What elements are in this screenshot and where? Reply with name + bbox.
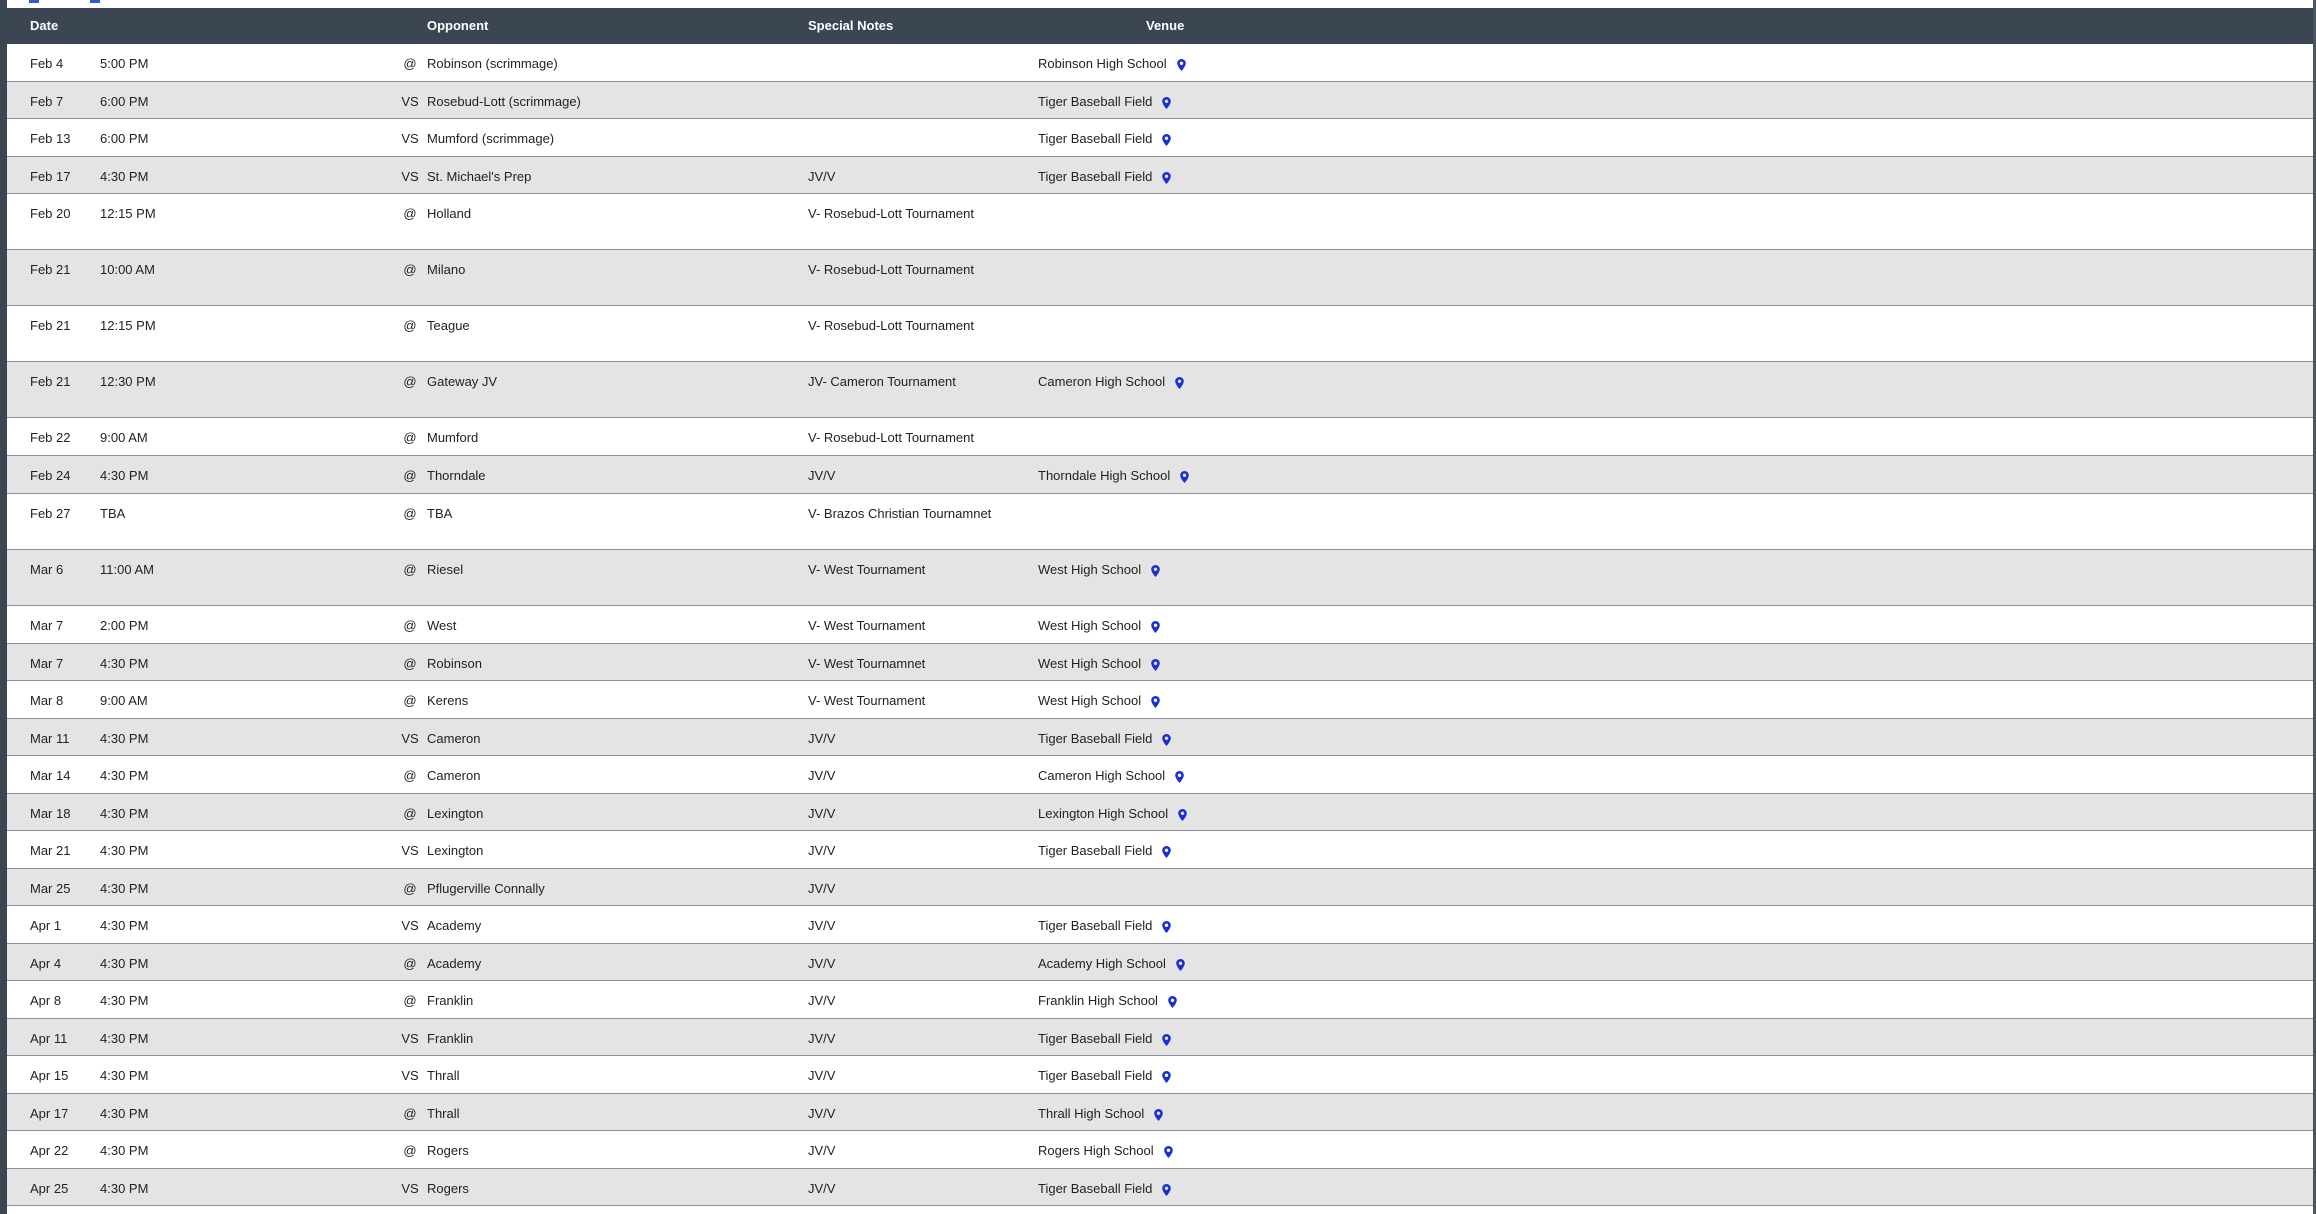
home-away-indicator: VS: [401, 731, 419, 746]
opponent-name: Rogers: [427, 1181, 469, 1196]
venue-link[interactable]: [1038, 93, 1171, 111]
home-away-indicator: @: [403, 1106, 417, 1121]
venue-name: Robinson High School: [1038, 56, 1167, 71]
table-row: [7, 82, 2313, 119]
game-time: 4:30 PM: [100, 1106, 149, 1121]
table-row: [7, 550, 2313, 606]
map-pin-icon[interactable]: [1178, 809, 1187, 821]
game-date: Feb 13: [30, 131, 71, 146]
game-date: Mar 14: [30, 768, 71, 783]
game-date: Mar 11: [30, 731, 70, 746]
opponent-name: Cameron: [427, 768, 481, 783]
game-date: Feb 24: [30, 468, 71, 483]
game-time: 6:00 PM: [100, 94, 149, 109]
venue-link[interactable]: [1038, 730, 1171, 748]
game-time: 11:00 AM: [100, 562, 154, 577]
game-date: Mar 7: [30, 656, 64, 671]
opponent-name: Cameron: [427, 731, 481, 746]
venue-name: Franklin High School: [1038, 993, 1158, 1008]
game-time: 4:30 PM: [100, 768, 149, 783]
venue-link[interactable]: [1038, 767, 1184, 785]
game-time: 9:00 AM: [100, 430, 148, 445]
venue-name: West High School: [1038, 693, 1142, 708]
special-notes: JV/V: [808, 806, 836, 821]
venue-name: Tiger Baseball Field: [1038, 131, 1153, 146]
game-time: 4:30 PM: [100, 468, 149, 483]
special-notes: JV/V: [808, 843, 836, 858]
game-date: Mar 8: [30, 693, 64, 708]
venue-name: Tiger Baseball Field: [1038, 1181, 1153, 1196]
table-row: [7, 1169, 2313, 1206]
table-row: [7, 906, 2313, 944]
game-time: 4:30 PM: [100, 731, 149, 746]
map-pin-icon[interactable]: [1162, 846, 1171, 858]
map-pin-icon[interactable]: [1177, 59, 1186, 71]
map-pin-icon[interactable]: [1162, 1071, 1171, 1083]
home-away-indicator: @: [403, 506, 417, 521]
home-away-indicator: VS: [401, 843, 419, 858]
header-date: Date: [30, 18, 59, 33]
home-away-indicator: @: [403, 768, 417, 783]
opponent-name: Rosebud-Lott (scrimmage): [427, 94, 581, 109]
venue-link[interactable]: [1038, 917, 1171, 935]
game-time: 4:30 PM: [100, 1143, 149, 1158]
home-away-indicator: @: [403, 806, 417, 821]
home-away-indicator: @: [403, 318, 417, 333]
opponent-name: West: [427, 618, 457, 633]
game-time: 4:30 PM: [100, 881, 149, 896]
home-away-indicator: @: [403, 374, 417, 389]
game-date: Feb 20: [30, 206, 71, 221]
table-row: [7, 831, 2313, 869]
game-time: TBA: [100, 506, 126, 521]
venue-link[interactable]: [1038, 1030, 1171, 1048]
home-away-indicator: @: [403, 956, 417, 971]
map-pin-icon[interactable]: [1175, 771, 1184, 783]
map-pin-icon[interactable]: [1180, 471, 1189, 483]
venue-name: Tiger Baseball Field: [1038, 731, 1153, 746]
table-row: [7, 306, 2313, 362]
venue-link[interactable]: [1038, 842, 1171, 860]
venue-link[interactable]: [1038, 561, 1160, 579]
game-date: Apr 4: [30, 956, 62, 971]
opponent-name: Robinson (scrimmage): [427, 56, 558, 71]
opponent-name: Thorndale: [427, 468, 486, 483]
table-row: [7, 756, 2313, 794]
map-pin-icon[interactable]: [1151, 696, 1160, 708]
home-away-indicator: @: [403, 430, 417, 445]
venue-link[interactable]: [1038, 467, 1189, 485]
opponent-name: Thrall: [427, 1106, 460, 1121]
special-notes: JV/V: [808, 1106, 836, 1121]
opponent-name: Teague: [427, 318, 470, 333]
venue-name: Lexington High School: [1038, 806, 1169, 821]
game-date: Mar 21: [30, 843, 71, 858]
game-time: 12:15 PM: [100, 206, 156, 221]
game-time: 4:30 PM: [100, 843, 149, 858]
table-row: [7, 869, 2313, 906]
venue-name: Cameron High School: [1038, 374, 1166, 389]
special-notes: V- Rosebud-Lott Tournament: [808, 206, 974, 221]
home-away-indicator: @: [403, 693, 417, 708]
venue-name: Thrall High School: [1038, 1106, 1145, 1121]
table-row: [7, 644, 2313, 681]
game-date: Mar 6: [30, 562, 64, 577]
opponent-name: Robinson: [427, 656, 482, 671]
home-away-indicator: @: [403, 262, 417, 277]
game-date: Mar 18: [30, 806, 71, 821]
game-time: 2:00 PM: [100, 618, 149, 633]
map-pin-icon[interactable]: [1162, 97, 1171, 109]
table-row: [7, 44, 2313, 82]
special-notes: V- Brazos Christian Tournamnet: [808, 506, 992, 521]
map-pin-icon[interactable]: [1162, 921, 1171, 933]
venue-link[interactable]: [1038, 1180, 1171, 1198]
opponent-name: Gateway JV: [427, 374, 498, 389]
game-time: 12:15 PM: [100, 318, 156, 333]
special-notes: JV/V: [808, 468, 836, 483]
map-pin-icon[interactable]: [1176, 959, 1185, 971]
venue-link[interactable]: [1038, 1105, 1163, 1123]
venue-link[interactable]: [1038, 655, 1160, 673]
opponent-name: Rogers: [427, 1143, 469, 1158]
table-row: [7, 681, 2313, 719]
venue-name: Thorndale High School: [1038, 468, 1171, 483]
opponent-name: Franklin: [427, 993, 474, 1008]
map-pin-icon[interactable]: [1162, 134, 1171, 146]
map-pin-icon[interactable]: [1154, 1109, 1163, 1121]
game-time: 4:30 PM: [100, 656, 149, 671]
venue-name: Tiger Baseball Field: [1038, 1031, 1153, 1046]
checkbox-icon[interactable]: [29, 0, 39, 3]
game-time: 9:00 AM: [100, 693, 148, 708]
table-row: [7, 119, 2313, 157]
venue-name: Tiger Baseball Field: [1038, 918, 1153, 933]
special-notes: JV/V: [808, 731, 836, 746]
game-date: Feb 4: [30, 56, 64, 71]
special-notes: V- Rosebud-Lott Tournament: [808, 430, 974, 445]
opponent-name: Mumford: [427, 430, 479, 445]
venue-name: West High School: [1038, 562, 1142, 577]
opponent-name: Lexington: [427, 806, 484, 821]
special-notes: V- Rosebud-Lott Tournament: [808, 262, 974, 277]
venue-link[interactable]: [1038, 373, 1184, 391]
opponent-name: Milano: [427, 262, 466, 277]
table-row: [7, 981, 2313, 1019]
game-time: 4:30 PM: [100, 169, 149, 184]
home-away-indicator: VS: [401, 131, 419, 146]
venue-name: Rogers High School: [1038, 1143, 1154, 1158]
opponent-name: Riesel: [427, 562, 464, 577]
venue-name: Tiger Baseball Field: [1038, 1068, 1153, 1083]
table-row: [7, 1094, 2313, 1131]
header-venue: Venue: [1146, 18, 1185, 33]
home-away-indicator: VS: [401, 94, 419, 109]
venue-link[interactable]: [1038, 617, 1160, 635]
window-frame-left: [0, 0, 7, 1214]
special-notes: JV/V: [808, 1181, 836, 1196]
venue-link[interactable]: [1038, 692, 1160, 710]
venue-link[interactable]: [1038, 130, 1171, 148]
special-notes: V- West Tournamnet: [808, 656, 926, 671]
table-row: [7, 794, 2313, 831]
home-away-indicator: VS: [401, 918, 419, 933]
venue-name: Tiger Baseball Field: [1038, 94, 1153, 109]
map-pin-icon[interactable]: [1162, 734, 1171, 746]
venue-name: West High School: [1038, 656, 1142, 671]
game-date: Apr 25: [30, 1181, 69, 1196]
map-pin-icon[interactable]: [1168, 996, 1177, 1008]
special-notes: V- West Tournament: [808, 693, 926, 708]
game-time: 4:30 PM: [100, 1181, 149, 1196]
special-notes: JV/V: [808, 768, 836, 783]
home-away-indicator: @: [403, 881, 417, 896]
special-notes: JV- Cameron Tournament: [808, 374, 956, 389]
venue-name: Tiger Baseball Field: [1038, 843, 1153, 858]
game-date: Mar 7: [30, 618, 64, 633]
map-pin-icon[interactable]: [1175, 377, 1184, 389]
game-date: Feb 21: [30, 262, 71, 277]
game-time: 4:30 PM: [100, 1068, 149, 1083]
table-row: [7, 1056, 2313, 1094]
home-away-indicator: VS: [401, 1068, 419, 1083]
game-time: 10:00 AM: [100, 262, 155, 277]
home-away-indicator: @: [403, 656, 417, 671]
opponent-name: Franklin: [427, 1031, 474, 1046]
game-time: 4:30 PM: [100, 993, 149, 1008]
table-row: [7, 456, 2313, 494]
home-away-indicator: @: [403, 618, 417, 633]
game-date: Feb 21: [30, 374, 71, 389]
special-notes: JV/V: [808, 169, 836, 184]
game-time: 4:30 PM: [100, 1031, 149, 1046]
venue-name: Academy High School: [1038, 956, 1166, 971]
game-date: Feb 22: [30, 430, 71, 445]
table-row: [7, 362, 2313, 418]
venue-link[interactable]: [1038, 992, 1177, 1010]
venue-link[interactable]: [1038, 1142, 1173, 1160]
opponent-name: Thrall: [427, 1068, 460, 1083]
special-notes: JV/V: [808, 918, 836, 933]
table-header: [7, 8, 2313, 44]
table-row: [7, 1131, 2313, 1169]
game-date: Feb 27: [30, 506, 71, 521]
game-date: Apr 8: [30, 993, 62, 1008]
table-row: [7, 418, 2313, 456]
map-pin-icon[interactable]: [1162, 172, 1171, 184]
map-pin-icon[interactable]: [1162, 1184, 1171, 1196]
opponent-name: Kerens: [427, 693, 469, 708]
game-date: Feb 7: [30, 94, 64, 109]
opponent-name: Lexington: [427, 843, 484, 858]
table-row: [7, 944, 2313, 981]
game-date: Apr 17: [30, 1106, 69, 1121]
special-notes: JV/V: [808, 1143, 836, 1158]
venue-link[interactable]: [1038, 805, 1187, 823]
table-row: [7, 194, 2313, 250]
map-pin-icon[interactable]: [1151, 565, 1160, 577]
game-date: Mar 25: [30, 881, 71, 896]
table-row: [7, 1019, 2313, 1056]
header-special-notes: Special Notes: [808, 18, 894, 33]
special-notes: V- West Tournament: [808, 618, 926, 633]
home-away-indicator: @: [403, 1143, 417, 1158]
game-time: 6:00 PM: [100, 131, 149, 146]
opponent-name: St. Michael's Prep: [427, 169, 532, 184]
checkbox-icon[interactable]: [90, 0, 100, 3]
home-away-indicator: @: [403, 993, 417, 1008]
map-pin-icon[interactable]: [1162, 1034, 1171, 1046]
home-away-indicator: @: [403, 468, 417, 483]
schedule-table: [7, 8, 2313, 1206]
venue-link[interactable]: [1038, 1067, 1171, 1085]
game-date: Feb 21: [30, 318, 71, 333]
special-notes: JV/V: [808, 1068, 836, 1083]
map-pin-icon[interactable]: [1151, 659, 1160, 671]
opponent-name: Academy: [427, 918, 482, 933]
game-date: Apr 15: [30, 1068, 69, 1083]
opponent-name: Mumford (scrimmage): [427, 131, 555, 146]
game-date: Apr 22: [30, 1143, 69, 1158]
home-away-indicator: @: [403, 56, 417, 71]
game-time: 5:00 PM: [100, 56, 149, 71]
home-away-indicator: @: [403, 562, 417, 577]
game-date: Feb 17: [30, 169, 71, 184]
special-notes: JV/V: [808, 881, 836, 896]
header-opponent: Opponent: [427, 18, 489, 33]
special-notes: V- West Tournament: [808, 562, 926, 577]
game-time: 4:30 PM: [100, 806, 149, 821]
opponent-name: Pflugerville Connally: [427, 881, 545, 896]
game-date: Apr 1: [30, 918, 62, 933]
special-notes: JV/V: [808, 993, 836, 1008]
table-row: [7, 719, 2313, 756]
table-row: [7, 606, 2313, 644]
game-time: 4:30 PM: [100, 956, 149, 971]
map-pin-icon[interactable]: [1164, 1146, 1173, 1158]
venue-link[interactable]: [1038, 55, 1186, 73]
game-date: Apr 11: [30, 1031, 68, 1046]
table-body: [7, 44, 2313, 1206]
home-away-indicator: VS: [401, 1181, 419, 1196]
map-pin-icon[interactable]: [1151, 621, 1160, 633]
venue-link[interactable]: [1038, 955, 1185, 973]
home-away-indicator: @: [403, 206, 417, 221]
table-row: [7, 494, 2313, 550]
special-notes: JV/V: [808, 1031, 836, 1046]
venue-name: West High School: [1038, 618, 1142, 633]
venue-name: Tiger Baseball Field: [1038, 169, 1153, 184]
special-notes: JV/V: [808, 956, 836, 971]
special-notes: V- Rosebud-Lott Tournament: [808, 318, 974, 333]
game-time: 4:30 PM: [100, 918, 149, 933]
venue-link[interactable]: [1038, 168, 1171, 186]
opponent-name: Academy: [427, 956, 482, 971]
venue-name: Cameron High School: [1038, 768, 1166, 783]
home-away-indicator: VS: [401, 1031, 419, 1046]
home-away-indicator: VS: [401, 169, 419, 184]
game-time: 12:30 PM: [100, 374, 156, 389]
opponent-name: Holland: [427, 206, 472, 221]
table-row: [7, 157, 2313, 194]
top-strip: [7, 0, 2313, 8]
opponent-name: TBA: [427, 506, 453, 521]
table-row: [7, 250, 2313, 306]
